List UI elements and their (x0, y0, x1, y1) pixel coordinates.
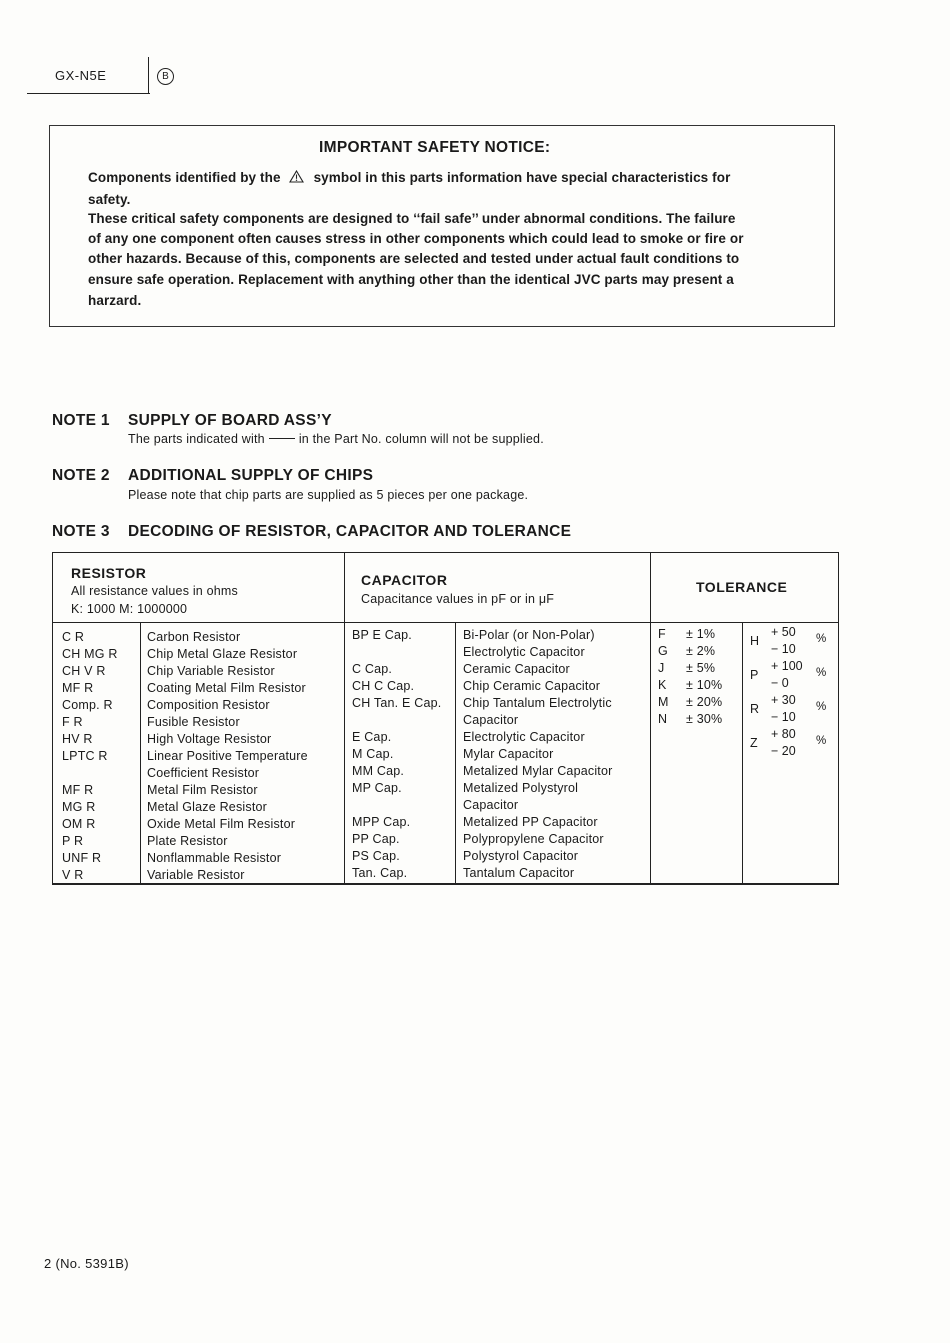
note-text-before-dash: The parts indicated with (128, 432, 265, 446)
resistor-code: CH MG R (62, 647, 118, 661)
resistor-name-list (147, 629, 308, 884)
model-number: GX-N5E (55, 68, 107, 83)
note-2-heading (52, 467, 373, 485)
capacitor-name: Metalized Mylar Capacitor (463, 764, 613, 778)
tolerance-code: K (658, 678, 667, 692)
resistor-code: V R (62, 868, 84, 882)
capacitor-name: Polystyrol Capacitor (463, 849, 579, 863)
dash-symbol (269, 438, 295, 439)
resistor-name: Chip Metal Glaze Resistor (147, 647, 298, 661)
safety-notice-line: These critical safety components are designed to ‘‘fail safe’’ under abnormal conditions. The failure (88, 211, 736, 226)
tolerance-unit: % (816, 701, 827, 713)
capacitor-code-divider (455, 622, 456, 883)
safety-text-after-symbol: symbol in this parts information have special characteristics for (313, 170, 731, 185)
resistor-name: High Voltage Resistor (147, 732, 272, 746)
tolerance-code: M (658, 695, 669, 709)
capacitor-code: C Cap. (352, 662, 393, 676)
header-divider (148, 57, 149, 93)
capacitor-code (352, 644, 441, 661)
tolerance-asym-h (750, 625, 834, 659)
tolerance-value: ± 30% (686, 712, 723, 726)
tolerance-minus: − 0 (771, 676, 789, 690)
capacitor-code: M Cap. (352, 747, 394, 761)
tolerance-plus: + 50 (771, 625, 796, 639)
tolerance-code: H (750, 634, 760, 648)
capacitor-name: Electrolytic Capacitor (463, 730, 585, 744)
tolerance-value: ± 10% (686, 678, 723, 692)
capacitor-header: CAPACITOR (361, 572, 448, 588)
resistor-name: Metal Film Resistor (147, 783, 258, 797)
note-number: NOTE 2 (52, 467, 110, 484)
note-2-text: Please note that chip parts are supplied as 5 pieces per one package. (128, 488, 529, 502)
capacitor-name: Polypropylene Capacitor (463, 832, 604, 846)
safety-notice-line: ensure safe operation. Replacement with anything other than the identical JVC parts may present a (88, 272, 734, 287)
resistor-code: C R (62, 630, 85, 644)
capacitor-name: Metalized Polystyrol (463, 781, 579, 795)
capacitor-code: E Cap. (352, 730, 392, 744)
capacitor-name: Electrolytic Capacitor (463, 645, 585, 659)
capacitor-name: Tantalum Capacitor (463, 866, 575, 880)
capacitor-code-list (352, 627, 441, 882)
tolerance-code: G (658, 644, 668, 658)
safety-notice-line: other hazards. Because of this, components are selected and tested under actual fault conditions to (88, 251, 740, 266)
resistor-name: Oxide Metal Film Resistor (147, 817, 296, 831)
capacitor-name-list (463, 627, 613, 882)
resistor-header: RESISTOR (71, 565, 147, 581)
tolerance-code: J (658, 661, 665, 675)
capacitor-name: Mylar Capacitor (463, 747, 554, 761)
resistor-code-divider (140, 622, 141, 883)
resistor-name: Composition Resistor (147, 698, 270, 712)
resistor-code: OM R (62, 817, 96, 831)
tolerance-minus: − 10 (771, 710, 796, 724)
note-title: DECODING OF RESISTOR, CAPACITOR AND TOLERANCE (128, 523, 572, 540)
capacitor-code: PP Cap. (352, 832, 400, 846)
tolerance-plus: + 100 (771, 659, 803, 673)
tolerance-value: ± 20% (686, 695, 723, 709)
resistor-subtitle: All resistance values in ohms (71, 584, 238, 598)
tolerance-asym-r (750, 693, 834, 727)
tolerance-code: P (750, 668, 759, 682)
capacitor-name: Chip Ceramic Capacitor (463, 679, 601, 693)
tolerance-code-list (658, 626, 669, 728)
capacitor-code: Tan. Cap. (352, 866, 408, 880)
warning-triangle-icon (289, 170, 304, 183)
capacitor-code (352, 712, 441, 729)
capacitor-code: MPP Cap. (352, 815, 411, 829)
capacitor-name: Capacitor (463, 798, 519, 812)
resistor-code-list (62, 629, 118, 884)
note-number: NOTE 3 (52, 523, 110, 540)
tolerance-header: TOLERANCE (696, 579, 788, 595)
tolerance-value: ± 1% (686, 627, 716, 641)
tolerance-value: ± 5% (686, 661, 716, 675)
safety-notice-title: IMPORTANT SAFETY NOTICE: (319, 139, 551, 156)
safety-notice-line: harzard. (88, 293, 142, 308)
tolerance-unit: % (816, 667, 827, 679)
note-title: SUPPLY OF BOARD ASS’Y (128, 412, 332, 429)
resistor-capacitor-divider (344, 553, 345, 883)
resistor-name: Metal Glaze Resistor (147, 800, 268, 814)
resistor-name: Coefficient Resistor (147, 766, 260, 780)
capacitor-name: Chip Tantalum Electrolytic (463, 696, 612, 710)
note-1-text (128, 432, 544, 446)
resistor-code (62, 765, 118, 782)
resistor-code: UNF R (62, 851, 102, 865)
capacitor-code (352, 797, 441, 814)
tolerance-plus: + 80 (771, 727, 796, 741)
tolerance-value-list (686, 626, 722, 728)
resistor-code: MF R (62, 681, 94, 695)
tolerance-asym-z (750, 727, 834, 761)
tolerance-value: ± 2% (686, 644, 716, 658)
resistor-name: Plate Resistor (147, 834, 228, 848)
resistor-code: LPTC R (62, 749, 108, 763)
capacitor-tolerance-divider (650, 553, 651, 883)
tolerance-minus: − 10 (771, 642, 796, 656)
safety-text-before-symbol: Components identified by the (88, 170, 281, 185)
capacitor-code: MP Cap. (352, 781, 402, 795)
safety-notice-line: of any one component often causes stress in other components which could lead to smoke or fire or (88, 231, 744, 246)
note-number: NOTE 1 (52, 412, 110, 429)
tolerance-code: N (658, 712, 668, 726)
region-mark-badge: B (157, 68, 174, 85)
page-footer: 2 (No. 5391B) (44, 1256, 129, 1271)
safety-notice-line (88, 170, 730, 185)
resistor-name: Coating Metal Film Resistor (147, 681, 306, 695)
resistor-name: Fusible Resistor (147, 715, 240, 729)
tolerance-minus: − 20 (771, 744, 796, 758)
resistor-code: HV R (62, 732, 93, 746)
header-rule (27, 93, 150, 94)
resistor-name: Carbon Resistor (147, 630, 241, 644)
resistor-name: Nonflammable Resistor (147, 851, 282, 865)
tolerance-divider (742, 622, 743, 883)
tolerance-code: Z (750, 736, 758, 750)
capacitor-code: CH Tan. E Cap. (352, 696, 442, 710)
note-text-after-dash: in the Part No. column will not be supplied. (298, 432, 544, 446)
resistor-code: F R (62, 715, 83, 729)
resistor-name: Linear Positive Temperature (147, 749, 308, 763)
resistor-code: MF R (62, 783, 94, 797)
capacitor-subtitle: Capacitance values in pF or in μF (361, 592, 555, 606)
capacitor-code: BP E Cap. (352, 628, 412, 642)
capacitor-code: CH C Cap. (352, 679, 415, 693)
capacitor-code: PS Cap. (352, 849, 400, 863)
tolerance-unit: % (816, 633, 827, 645)
resistor-code: MG R (62, 800, 96, 814)
safety-notice-line: safety. (88, 192, 131, 207)
tolerance-code: F (658, 627, 666, 641)
capacitor-name: Capacitor (463, 713, 519, 727)
resistor-multipliers: K: 1000 M: 1000000 (71, 602, 188, 616)
tolerance-code: R (750, 702, 760, 716)
resistor-code: CH V R (62, 664, 106, 678)
note-title: ADDITIONAL SUPPLY OF CHIPS (128, 467, 374, 484)
note-1-heading (52, 412, 332, 430)
capacitor-name: Metalized PP Capacitor (463, 815, 598, 829)
capacitor-name: Ceramic Capacitor (463, 662, 570, 676)
capacitor-code: MM Cap. (352, 764, 405, 778)
tolerance-unit: % (816, 735, 827, 747)
tolerance-asym-p (750, 659, 834, 693)
tolerance-plus: + 30 (771, 693, 796, 707)
capacitor-name: Bi-Polar (or Non-Polar) (463, 628, 595, 642)
decoding-table (52, 552, 839, 885)
note-3-heading (52, 523, 571, 541)
table-header-divider (53, 622, 838, 623)
resistor-name: Chip Variable Resistor (147, 664, 275, 678)
resistor-code: P R (62, 834, 84, 848)
resistor-code: Comp. R (62, 698, 113, 712)
resistor-name: Variable Resistor (147, 868, 245, 882)
